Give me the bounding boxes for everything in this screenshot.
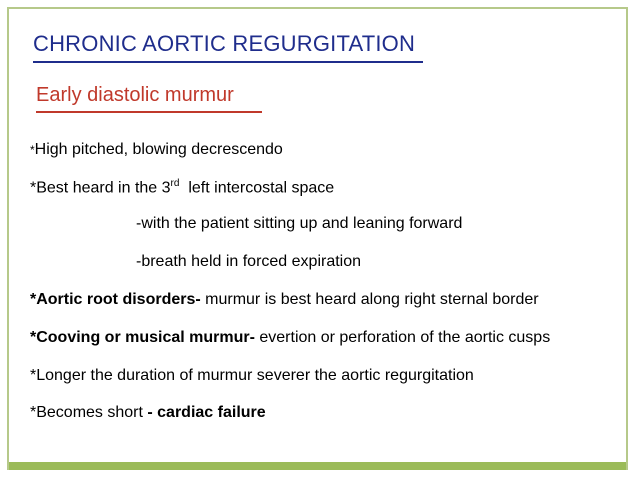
bullet-line-2 xyxy=(30,178,334,197)
bullet-line-4 xyxy=(30,329,550,347)
slide-title: CHRONIC AORTIC REGURGITATION xyxy=(33,31,416,56)
bullet-text: *Longer the duration of murmur severer the aortic regurgitation xyxy=(30,367,474,384)
sub-text: -with the patient sitting up and leaning forward xyxy=(136,215,463,232)
bold-term: *Cooving or musical murmur- xyxy=(30,329,255,346)
bullet-line-5 xyxy=(30,367,474,385)
sub-line-1 xyxy=(136,215,462,233)
sub-text: -breath held in forced expiration xyxy=(136,253,362,270)
slide-frame xyxy=(7,7,628,470)
bold-term: - cardiac failure xyxy=(142,404,266,421)
bullet-text: *Becomes short xyxy=(30,404,143,421)
bullet-text: evertion or perforation of the aortic cusps xyxy=(254,329,551,346)
bullet-line-1 xyxy=(30,141,283,159)
bullet-line-6 xyxy=(30,404,266,422)
bullet-text: High pitched, blowing decrescendo xyxy=(34,141,283,158)
superscript: rd xyxy=(170,178,180,189)
title-underline xyxy=(33,61,423,63)
accent-band xyxy=(9,462,626,470)
subtitle-underline xyxy=(36,111,262,113)
bullet-text: murmur is best heard along right sternal border xyxy=(200,291,539,308)
bullet-text-tail: left intercostal space xyxy=(179,179,335,197)
slide-subtitle: Early diastolic murmur xyxy=(36,84,234,106)
bullet-line-3 xyxy=(30,291,539,309)
bullet-star: * xyxy=(30,143,35,157)
sub-line-2 xyxy=(136,253,361,271)
bold-term: *Aortic root disorders- xyxy=(30,291,201,308)
bullet-text: *Best heard in the 3 xyxy=(30,179,171,197)
